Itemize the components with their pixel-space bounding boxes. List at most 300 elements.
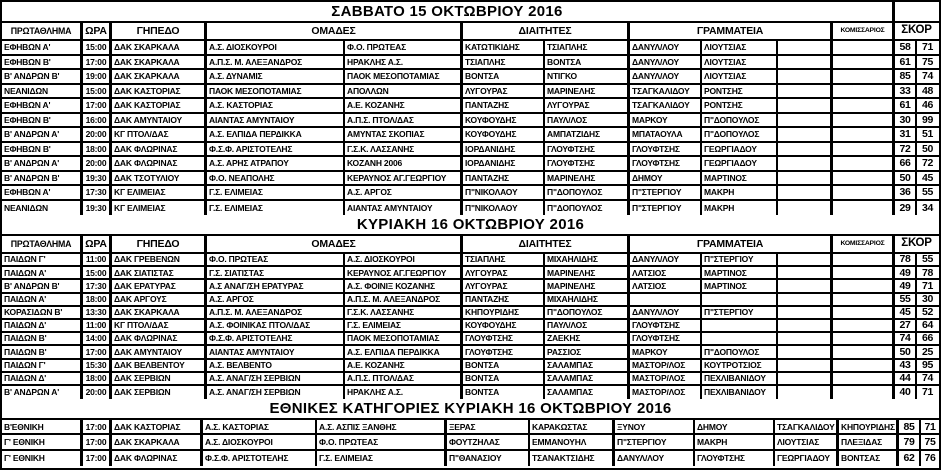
cell-score-home: 30 xyxy=(895,114,917,127)
cell-referee-1: ΠΑΝΤΑΖΗΣ xyxy=(463,99,545,112)
cell-referee-1: ΓΛΟΥΦΤΣΗΣ xyxy=(463,346,545,357)
cell-home-team: ΑΙΑΝΤΑΣ ΑΜΥΝΤΑΙΟΥ xyxy=(207,346,345,357)
cell-away-team: Γ.Σ.Κ. ΛΑΣΣΑΝΗΣ xyxy=(345,143,463,156)
cell-score-home: 62 xyxy=(899,451,921,466)
cell-away-team: Α.Σ. ΑΣΠΙΣ ΞΑΝΘΗΣ xyxy=(317,420,447,433)
cell-away-team: Α.Π.Σ. Μ. ΑΛΕΞΑΝΔΡΟΣ xyxy=(345,294,463,305)
header-championship: ΠΡΩΤΑΘΛΗΜΑ xyxy=(2,23,83,39)
cell-championship: Β' ΑΝΔΡΩΝ Β' xyxy=(2,172,83,185)
header-secretariat: ΓΡΑΜΜΑΤΕΙΑ xyxy=(630,23,833,39)
cell-score-away: 45 xyxy=(921,171,934,184)
cell-secretariat-2: ΡΟΝΤΣΗΣ xyxy=(702,99,778,112)
cell-home-team: Α.Σ. ΚΑΣΤΟΡΙΑΣ xyxy=(203,420,317,433)
cell-away-team: ΗΡΑΚΛΗΣ Α.Σ. xyxy=(345,56,463,69)
cell-secretariat-1: ΓΛΟΥΦΤΣΗΣ xyxy=(630,157,702,170)
cell-secretariat-3 xyxy=(778,56,833,69)
cell-secretariat-2: ΜΑΡΤΙΝΟΣ xyxy=(702,267,778,278)
cell-score-home: 61 xyxy=(895,99,917,112)
cell-home-team: Α.Σ. ΔΙΟΣΚΟΥΡΟΙ xyxy=(203,435,317,448)
cell-score-home: 44 xyxy=(895,373,917,384)
cell-referee-2: ΜΑΡΙΝΕΛΗΣ xyxy=(545,267,630,278)
match-row xyxy=(2,56,939,71)
cell-championship: ΠΑΙΔΩΝ Α' xyxy=(2,294,83,305)
match-row xyxy=(2,294,939,307)
cell-venue: ΔΑΚ ΣΙΑΤΙΣΤΑΣ xyxy=(112,267,207,278)
cell-secretariat-2: Π"ΣΤΕΡΓΙΟΥ xyxy=(702,307,778,318)
match-row xyxy=(2,143,939,158)
cell-commissioner xyxy=(833,373,895,384)
cell-commissioner xyxy=(833,201,895,216)
cell-championship: ΠΑΙΔΩΝ Β' xyxy=(2,333,83,344)
cell-secretariat-2: Π"ΣΤΕΡΓΙΟΥ xyxy=(702,254,778,265)
cell-secretariat-2: ΜΑΡΤΙΝΟΣ xyxy=(702,172,778,185)
cell-score-away: 71 xyxy=(924,420,936,433)
cell-score-home: 50 xyxy=(895,346,917,357)
cell-secretariat-2: ΜΑΚΡΗ xyxy=(695,435,775,448)
cell-secretariat-2 xyxy=(702,294,778,305)
section-saturday xyxy=(2,2,939,215)
match-row xyxy=(2,435,939,450)
cell-referee-1: ΒΟΝΤΣΑ xyxy=(463,386,545,399)
header-score: ΣΚΟΡ xyxy=(901,24,932,37)
cell-venue: ΔΑΚ ΣΕΡΒΙΩΝ xyxy=(112,373,207,384)
cell-championship: ΠΑΙΔΩΝ Δ' xyxy=(2,320,83,331)
cell-commissioner xyxy=(833,320,895,331)
cell-championship: Β' ΑΝΔΡΩΝ Α' xyxy=(2,128,83,141)
cell-secretariat-1: ΜΠΑΤΑΟΥΛΑ xyxy=(630,128,702,141)
cell-referee-2: ΜΑΡΙΝΕΛΗΣ xyxy=(545,280,630,291)
cell-secretariat-1: ΓΛΟΥΦΤΣΗΣ xyxy=(630,320,702,331)
cell-score-away: 75 xyxy=(921,55,934,68)
cell-score-away: 72 xyxy=(921,157,934,169)
section-national xyxy=(2,399,939,466)
cell-score-home: 79 xyxy=(899,435,921,448)
cell-secretariat-3 xyxy=(778,346,833,357)
national-title: ΕΘΝΙΚΕΣ ΚΑΤΗΓΟΡΙΕΣ ΚΥΡΙΑΚΗ 16 ΟΚΤΩΒΡΙΟΥ 2016 xyxy=(269,400,672,418)
cell-score-home: 36 xyxy=(895,186,917,199)
match-row xyxy=(2,451,939,466)
cell-secretariat-2: ΠΕΧΛΙΒΑΝΙΔΟΥ xyxy=(702,373,778,384)
cell-championship: ΠΑΙΔΩΝ Γ' xyxy=(2,360,83,371)
cell-time: 11:00 xyxy=(83,254,112,265)
match-row xyxy=(2,186,939,201)
cell-referee-1: ΛΥΓΟΥΡΑΣ xyxy=(463,280,545,291)
cell-venue: ΔΑΚ ΚΑΣΤΟΡΙΑΣ xyxy=(112,85,207,98)
cell-secretariat-3 xyxy=(778,267,833,278)
cell-secretariat-3 xyxy=(778,280,833,291)
match-row xyxy=(2,114,939,129)
cell-referee-1: ΙΟΡΔΑΝΙΔΗΣ xyxy=(463,143,545,156)
match-row xyxy=(2,172,939,187)
cell-venue: ΔΑΚ ΦΛΩΡΙΝΑΣ xyxy=(112,143,207,156)
cell-venue: ΔΑΚ ΑΡΓΟΥΣ xyxy=(112,294,207,305)
cell-secretariat-3 xyxy=(778,85,833,98)
cell-referee-1: ΤΣΙΑΠΛΗΣ xyxy=(463,254,545,265)
corner-cell xyxy=(895,2,939,21)
cell-secretariat-2: ΜΑΚΡΗ xyxy=(702,186,778,199)
cell-time: 20:00 xyxy=(83,157,112,170)
national-title-row xyxy=(2,399,939,420)
cell-secretariat-2: Π"ΔΟΠΟΥΛΟΣ xyxy=(702,346,778,357)
match-row xyxy=(2,254,939,267)
cell-score-home: 50 xyxy=(895,172,917,185)
cell-secretariat-3 xyxy=(778,294,833,305)
cell-commissioner xyxy=(833,346,895,357)
cell-secretariat-1: ΔΑΝΥΛ/ΛΟΥ xyxy=(630,254,702,265)
cell-score-away: 51 xyxy=(921,128,934,140)
cell-referee-1: ΓΛΟΥΦΤΣΗΣ xyxy=(463,333,545,344)
header-teams: ΟΜΑΔΕΣ xyxy=(207,23,463,39)
cell-score-away: 64 xyxy=(921,319,934,332)
cell-commissioner xyxy=(833,157,895,170)
cell-venue: ΚΓ ΠΤΟΛ/ΔΑΣ xyxy=(112,320,207,331)
cell-referee-2: ΣΑΛΑΜΠΑΣ xyxy=(545,386,630,399)
cell-secretariat-3 xyxy=(778,143,833,156)
cell-time: 15:30 xyxy=(83,360,112,371)
cell-time: 13:30 xyxy=(83,307,112,318)
cell-score-away: 71 xyxy=(921,386,934,399)
cell-time: 15:00 xyxy=(83,41,112,54)
cell-home-team: Γ.Σ. ΕΛΙΜΕΙΑΣ xyxy=(207,201,345,216)
cell-venue: ΚΓ ΠΤΟΛ/ΔΑΣ xyxy=(112,128,207,141)
cell-commissioner: ΠΛΕΞΙΔΑΣ xyxy=(839,435,899,448)
cell-score-home: 66 xyxy=(895,157,917,170)
cell-secretariat-2: ΓΛΟΥΦΤΣΗΣ xyxy=(695,451,775,466)
cell-score-away: 50 xyxy=(921,142,934,155)
cell-score-away: 25 xyxy=(921,346,934,358)
cell-secretariat-1: ΤΣΑΓΚΑΛΙΔΟΥ xyxy=(630,85,702,98)
cell-commissioner xyxy=(833,172,895,185)
cell-home-team: ΠΑΟΚ ΜΕΣΟΠΟΤΑΜΙΑΣ xyxy=(207,85,345,98)
cell-score-home: 78 xyxy=(895,254,917,265)
cell-commissioner xyxy=(833,114,895,127)
cell-score-away: 74 xyxy=(921,372,934,384)
cell-home-team: Α.Σ. ΑΡΗΣ ΑΤΡΑΠΟΥ xyxy=(207,157,345,170)
cell-home-team: Γ.Σ. ΕΛΙΜΕΙΑΣ xyxy=(207,186,345,199)
cell-secretariat-2: ΓΕΩΡΓΙΑΔΟΥ xyxy=(702,143,778,156)
cell-home-team: Α.Π.Σ. Μ. ΑΛΕΞΑΝΔΡΟΣ xyxy=(207,56,345,69)
cell-referee-1: ΒΟΝΤΣΑ xyxy=(463,360,545,371)
cell-score-away: 71 xyxy=(921,41,934,53)
cell-secretariat-1: Π"ΣΤΕΡΓΙΟΥ xyxy=(630,201,702,216)
cell-time: 19:30 xyxy=(83,172,112,185)
cell-secretariat-1: ΔΑΝΥΛ/ΛΟΥ xyxy=(630,56,702,69)
cell-secretariat-2: ΛΙΟΥΤΣΙΑΣ xyxy=(702,56,778,69)
cell-secretariat-3 xyxy=(778,373,833,384)
cell-referee-1: ΙΟΡΔΑΝΙΔΗΣ xyxy=(463,157,545,170)
cell-away-team: Γ.Σ.Κ. ΛΑΣΣΑΝΗΣ xyxy=(345,307,463,318)
cell-score-home: 49 xyxy=(895,280,917,291)
cell-championship: Β' ΑΝΔΡΩΝ Α' xyxy=(2,157,83,170)
cell-championship: ΠΑΙΔΩΝ Α' xyxy=(2,267,83,278)
cell-venue: ΔΑΚ ΑΜΥΝΤΑΙΟΥ xyxy=(112,346,207,357)
match-row xyxy=(2,373,939,386)
cell-venue: ΚΓ ΕΛΙΜΕΙΑΣ xyxy=(112,201,207,216)
cell-referee-2: ΠΑΥΛ/ΛΟΣ xyxy=(545,114,630,127)
cell-referee-1: ΚΗΠΟΥΡΙΔΗΣ xyxy=(463,307,545,318)
cell-referee-1: ΤΣΙΑΠΛΗΣ xyxy=(463,56,545,69)
cell-secretariat-2 xyxy=(702,320,778,331)
cell-secretariat-2: ΛΙΟΥΤΣΙΑΣ xyxy=(702,41,778,54)
cell-referee-1: ΞΕΡΑΣ xyxy=(447,420,530,433)
cell-venue: ΔΑΚ ΦΛΩΡΙΝΑΣ xyxy=(112,157,207,170)
cell-time: 14:00 xyxy=(83,333,112,344)
cell-secretariat-3: ΛΙΟΥΤΣΙΑΣ xyxy=(775,435,839,448)
cell-time: 18:00 xyxy=(83,294,112,305)
cell-commissioner xyxy=(833,333,895,344)
cell-home-team: Φ.Σ.Φ. ΑΡΙΣΤΟΤΕΛΗΣ xyxy=(203,451,317,466)
cell-away-team: Γ.Σ. ΕΛΙΜΕΙΑΣ xyxy=(345,320,463,331)
match-row xyxy=(2,333,939,346)
cell-championship: ΕΦΗΒΩΝ Β' xyxy=(2,56,83,69)
header-commissioner: ΚΟΜΙΣΣΑΡΙΟΣ xyxy=(833,23,895,39)
match-row xyxy=(2,201,939,216)
cell-secretariat-3 xyxy=(778,186,833,199)
cell-score-home: 74 xyxy=(895,333,917,344)
cell-commissioner xyxy=(833,254,895,265)
cell-referee-2: ΖΑΕΚΗΣ xyxy=(545,333,630,344)
cell-secretariat-1: ΜΑΣΤΟΡ/ΛΟΣ xyxy=(630,360,702,371)
cell-score-away: 55 xyxy=(921,254,934,266)
cell-secretariat-2: Π"ΔΟΠΟΥΛΟΣ xyxy=(702,114,778,127)
saturday-rows xyxy=(2,41,939,215)
cell-home-team: ΑΙΑΝΤΑΣ ΑΜΥΝΤΑΙΟΥ xyxy=(207,114,345,127)
cell-championship: Β'ΕΘΝΙΚΗ xyxy=(2,420,83,433)
cell-away-team: Α.Π.Σ. ΠΤΟΛ/ΔΑΣ xyxy=(345,373,463,384)
cell-secretariat-3 xyxy=(778,128,833,141)
cell-away-team: Α.Ε. ΚΟΖΑΝΗΣ xyxy=(345,360,463,371)
cell-commissioner xyxy=(833,294,895,305)
cell-secretariat-2: ΠΕΧΛΙΒΑΝΙΔΟΥ xyxy=(702,386,778,399)
cell-secretariat-2: ΡΟΝΤΣΗΣ xyxy=(702,85,778,98)
cell-home-team: Α.Σ. ΑΝΑΓ/ΣΗ ΣΕΡΒΙΩΝ xyxy=(207,373,345,384)
cell-secretariat-2: Π"ΔΟΠΟΥΛΟΣ xyxy=(702,128,778,141)
cell-referee-1: ΚΟΥΦΟΥΔΗΣ xyxy=(463,128,545,141)
cell-home-team: Φ.Ο. ΠΡΩΤΕΑΣ xyxy=(207,254,345,265)
cell-score-away: 55 xyxy=(921,186,934,198)
match-row xyxy=(2,280,939,293)
cell-referee-2: ΓΛΟΥΦΤΣΗΣ xyxy=(545,157,630,170)
cell-away-team: ΚΕΡΑΥΝΟΣ ΑΓ.ΓΕΩΡΓΙΟΥ xyxy=(345,267,463,278)
cell-referee-2: Π"ΔΟΠΟΥΛΟΣ xyxy=(545,201,630,216)
cell-secretariat-3 xyxy=(778,201,833,216)
cell-home-team: Φ.Σ.Φ. ΑΡΙΣΤΟΤΕΛΗΣ xyxy=(207,333,345,344)
header-commissioner: ΚΟΜΙΣΣΑΡΙΟΣ xyxy=(833,236,895,252)
cell-home-team: Α.Σ. ΦΟΙΝΙΚΑΣ ΠΤΟΛ/ΔΑΣ xyxy=(207,320,345,331)
cell-score-away: 95 xyxy=(921,359,934,371)
cell-away-team: ΑΠΟΛΛΩΝ xyxy=(345,85,463,98)
saturday-title: ΣΑΒΒΑΤΟ 15 ΟΚΤΩΒΡΙΟΥ 2016 xyxy=(2,2,895,21)
cell-referee-1: Π"ΘΑΝΑΣΙΟΥ xyxy=(447,451,530,466)
cell-championship: ΕΦΗΒΩΝ Β' xyxy=(2,114,83,127)
cell-time: 17:00 xyxy=(83,56,112,69)
header-score: ΣΚΟΡ xyxy=(901,237,932,250)
cell-away-team: Α.Σ. ΕΛΠΙΔΑ ΠΕΡΔΙΚΚΑ xyxy=(345,346,463,357)
cell-time: 20:00 xyxy=(83,386,112,399)
cell-venue: ΚΓ ΕΛΙΜΕΙΑΣ xyxy=(112,186,207,199)
cell-referee-2: ΣΑΛΑΜΠΑΣ xyxy=(545,360,630,371)
match-row xyxy=(2,128,939,143)
cell-secretariat-3 xyxy=(778,360,833,371)
cell-commissioner xyxy=(833,360,895,371)
cell-secretariat-3 xyxy=(778,157,833,170)
cell-score-away: 78 xyxy=(921,267,934,279)
cell-home-team: Α.Σ. ΚΑΣΤΟΡΙΑΣ xyxy=(207,99,345,112)
header-referees: ΔΙΑΙΤΗΤΕΣ xyxy=(463,23,630,39)
cell-commissioner xyxy=(833,41,895,54)
header-time: ΩΡΑ xyxy=(83,23,112,39)
cell-secretariat-3 xyxy=(778,254,833,265)
cell-championship: ΠΑΙΔΩΝ Β' xyxy=(2,346,83,357)
cell-home-team: Α.Σ. ΒΕΛΒΕΝΤΟ xyxy=(207,360,345,371)
cell-championship: ΕΦΗΒΩΝ Α' xyxy=(2,99,83,112)
cell-championship: ΠΑΙΔΩΝ Γ' xyxy=(2,254,83,265)
cell-home-team: Α.Σ ΑΝΑΓ/ΣΗ ΕΡΑΤΥΡΑΣ xyxy=(207,280,345,291)
cell-referee-1: ΠΑΝΤΑΖΗΣ xyxy=(463,294,545,305)
cell-secretariat-1 xyxy=(630,294,702,305)
match-row xyxy=(2,157,939,172)
cell-time: 17:00 xyxy=(83,346,112,357)
cell-secretariat-3 xyxy=(778,114,833,127)
cell-secretariat-1: ΜΑΡΚΟΥ xyxy=(630,114,702,127)
cell-away-team: ΠΑΟΚ ΜΕΣΟΠΟΤΑΜΙΑΣ xyxy=(345,70,463,83)
cell-score-home: 85 xyxy=(899,420,921,433)
cell-championship: Β' ΑΝΔΡΩΝ Α' xyxy=(2,386,83,399)
cell-home-team: Α.Π.Σ. Μ. ΑΛΕΞΑΝΔΡΟΣ xyxy=(207,307,345,318)
cell-championship: Γ' ΕΘΝΙΚΗ xyxy=(2,435,83,448)
sunday-header-row xyxy=(2,236,939,254)
cell-referee-2: ΜΑΡΙΝΕΛΗΣ xyxy=(545,172,630,185)
cell-venue: ΔΑΚ ΕΡΑΤΥΡΑΣ xyxy=(112,280,207,291)
cell-secretariat-1: ΜΑΣΤΟΡ/ΛΟΣ xyxy=(630,373,702,384)
cell-referee-2: Π"ΔΟΠΟΥΛΟΣ xyxy=(545,186,630,199)
cell-time: 19:30 xyxy=(83,201,112,216)
cell-score-home: 58 xyxy=(895,41,917,54)
cell-away-team: Φ.Ο. ΠΡΩΤΕΑΣ xyxy=(317,435,447,448)
cell-score-away: 66 xyxy=(921,333,934,345)
cell-venue: ΔΑΚ ΣΚΑΡΚΑΛΑ xyxy=(112,70,207,83)
cell-referee-2: ΜΙΧΑΗΛΙΔΗΣ xyxy=(545,254,630,265)
header-referees: ΔΙΑΙΤΗΤΕΣ xyxy=(463,236,630,252)
cell-championship: ΝΕΑΝΙΔΩΝ xyxy=(2,201,83,216)
cell-secretariat-2: ΔΗΜΟΥ xyxy=(695,420,775,433)
cell-time: 16:00 xyxy=(83,114,112,127)
header-secretariat: ΓΡΑΜΜΑΤΕΙΑ xyxy=(630,236,833,252)
cell-secretariat-2: ΜΑΡΤΙΝΟΣ xyxy=(702,280,778,291)
cell-referee-2: ΣΑΛΑΜΠΑΣ xyxy=(545,373,630,384)
cell-referee-1: ΛΥΓΟΥΡΑΣ xyxy=(463,267,545,278)
cell-venue: ΔΑΚ ΦΛΩΡΙΝΑΣ xyxy=(112,451,203,466)
match-row xyxy=(2,420,939,435)
cell-score-away: 52 xyxy=(921,306,934,318)
cell-home-team: Α.Σ. ΕΛΠΙΔΑ ΠΕΡΔΙΚΚΑ xyxy=(207,128,345,141)
cell-score-home: 40 xyxy=(895,386,917,399)
cell-secretariat-1: ΓΛΟΥΦΤΣΗΣ xyxy=(630,143,702,156)
cell-score-away: 30 xyxy=(921,293,934,305)
cell-secretariat-1: ΔΑΝΥΛ/ΛΟΥ xyxy=(630,307,702,318)
cell-home-team: Α.Σ. ΑΡΓΟΣ xyxy=(207,294,345,305)
cell-score-away: 46 xyxy=(921,99,934,111)
cell-referee-1: ΚΑΤΩΤΙΚΙΔΗΣ xyxy=(463,41,545,54)
cell-score-home: 45 xyxy=(895,307,917,318)
cell-secretariat-1: ΓΛΟΥΦΤΣΗΣ xyxy=(630,333,702,344)
cell-score-home: 27 xyxy=(895,320,917,331)
cell-venue: ΔΑΚ ΦΛΩΡΙΝΑΣ xyxy=(112,333,207,344)
cell-home-team: Α.Σ. ΔΥΝΑΜΙΣ xyxy=(207,70,345,83)
cell-venue: ΔΑΚ ΚΑΣΤΟΡΙΑΣ xyxy=(112,420,203,433)
cell-championship: Β' ΑΝΔΡΩΝ Β' xyxy=(2,70,83,83)
cell-championship: ΕΦΗΒΩΝ Α' xyxy=(2,41,83,54)
match-row xyxy=(2,99,939,114)
cell-venue: ΔΑΚ ΒΕΛΒΕΝΤΟΥ xyxy=(112,360,207,371)
cell-referee-2: ΑΜΠΑΤΖΙΔΗΣ xyxy=(545,128,630,141)
saturday-header-row xyxy=(2,23,939,41)
cell-away-team: ΠΑΟΚ ΜΕΣΟΠΟΤΑΜΙΑΣ xyxy=(345,333,463,344)
cell-time: 17:00 xyxy=(83,451,112,466)
header-championship: ΠΡΩΤΑΘΛΗΜΑ xyxy=(2,236,83,252)
cell-venue: ΔΑΚ ΑΜΥΝΤΑΙΟΥ xyxy=(112,114,207,127)
cell-secretariat-3 xyxy=(778,307,833,318)
cell-away-team: ΑΙΑΝΤΑΣ ΑΜΥΝΤΑΙΟΥ xyxy=(345,201,463,216)
match-row xyxy=(2,360,939,373)
match-row xyxy=(2,386,939,399)
cell-time: 17:00 xyxy=(83,99,112,112)
cell-referee-2: ΕΜΜΑΝΟΥΗΛ xyxy=(530,435,615,448)
cell-secretariat-1: ΛΑΤΣΙΟΣ xyxy=(630,280,702,291)
cell-score-away: 74 xyxy=(921,70,934,82)
cell-commissioner xyxy=(833,70,895,83)
cell-commissioner: ΚΗΠΟΥΡΙΔΗΣ xyxy=(839,420,899,433)
cell-secretariat-3 xyxy=(778,320,833,331)
cell-referee-1: ΦΟΥΤΖΗΛΑΣ xyxy=(447,435,530,448)
sunday-title: ΚΥΡΙΑΚΗ 16 ΟΚΤΩΒΡΙΟΥ 2016 xyxy=(356,216,585,233)
match-row xyxy=(2,41,939,56)
match-row xyxy=(2,85,939,100)
cell-championship: ΠΑΙΔΩΝ Δ' xyxy=(2,373,83,384)
cell-venue: ΔΑΚ ΣΚΑΡΚΑΛΑ xyxy=(112,435,203,448)
header-venue: ΓΗΠΕΔΟ xyxy=(112,23,207,39)
cell-home-team: Α.Σ. ΔΙΟΣΚΟΥΡΟΙ xyxy=(207,41,345,54)
cell-secretariat-1: ΜΑΣΤΟΡ/ΛΟΣ xyxy=(630,386,702,399)
cell-championship: ΝΕΑΝΙΔΩΝ xyxy=(2,85,83,98)
cell-referee-2: Π"ΔΟΠΟΥΛΟΣ xyxy=(545,307,630,318)
cell-championship: Β' ΑΝΔΡΩΝ Β' xyxy=(2,280,83,291)
cell-secretariat-1: ΛΑΤΣΙΟΣ xyxy=(630,267,702,278)
cell-championship: Γ' ΕΘΝΙΚΗ xyxy=(2,451,83,466)
cell-championship: ΕΦΗΒΩΝ Α' xyxy=(2,186,83,199)
cell-score-away: 76 xyxy=(924,452,936,465)
cell-home-team: Φ.Ο. ΝΕΑΠΟΛΗΣ xyxy=(207,172,345,185)
cell-score-home: 49 xyxy=(895,267,917,278)
cell-away-team: ΗΡΑΚΛΗΣ Α.Σ. xyxy=(345,386,463,399)
cell-commissioner xyxy=(833,99,895,112)
cell-secretariat-1: ΔΗΜΟΥ xyxy=(630,172,702,185)
cell-referee-2: ΜΙΧΑΗΛΙΔΗΣ xyxy=(545,294,630,305)
cell-score-home: 33 xyxy=(895,85,917,98)
cell-away-team: ΚΕΡΑΥΝΟΣ ΑΓ.ΓΕΩΡΓΙΟΥ xyxy=(345,172,463,185)
cell-secretariat-3: ΓΕΩΡΓΙΑΔΟΥ xyxy=(775,451,839,466)
cell-away-team: ΑΜΥΝΤΑΣ ΣΚΟΠΙΑΣ xyxy=(345,128,463,141)
cell-score-home: 55 xyxy=(895,294,917,305)
cell-away-team: Α.Σ. ΔΙΟΣΚΟΥΡΟΙ xyxy=(345,254,463,265)
cell-secretariat-1: Π"ΣΤΕΡΓΙΟΥ xyxy=(630,186,702,199)
cell-score-away: 48 xyxy=(921,84,934,97)
cell-referee-1: Π"ΝΙΚΟΛΑΟΥ xyxy=(463,201,545,216)
cell-score-away: 99 xyxy=(921,113,934,126)
cell-commissioner xyxy=(833,267,895,278)
cell-referee-1: ΒΟΝΤΣΑ xyxy=(463,70,545,83)
cell-commissioner: ΒΟΝΤΣΑΣ xyxy=(839,451,899,466)
